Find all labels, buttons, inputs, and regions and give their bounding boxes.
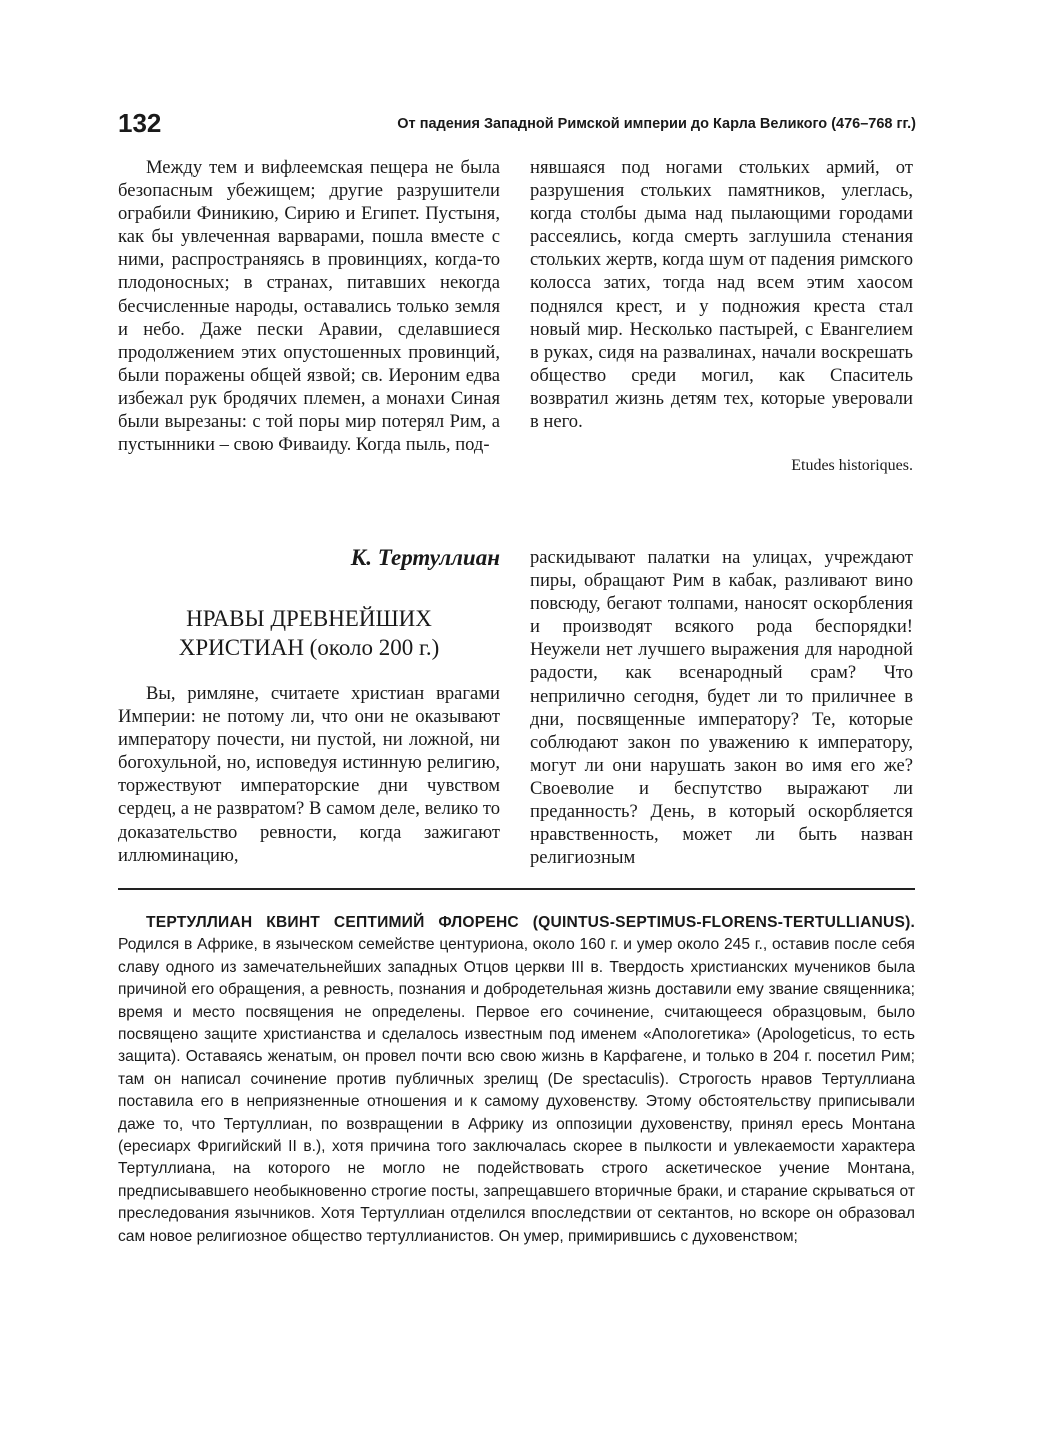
footnote-divider [118,888,915,890]
section-left-column [118,682,500,867]
page-number: 132 [118,108,162,138]
section-right-paragraph: раскидывают палатки на улицах, учреждают пиры, обращают Рим в кабак, разливают вино повсюду, бегают толпами, наносят оскорбления и производят всякого рода беспорядки! Неужели нет лучшего выражения для народной радости, как всенародный срам? Что неприлично сегодня, будет ли то приличнее в дни, посвященные императору? Те, которые соблюдают закон по уважению к императору, могут ли они нарушать закон во имя его же? Своеволие и беспутство выражают ли преданность? День, в который оскорбляется нравственность, может ли быть назван религиозным [530,547,913,869]
section-title [118,604,500,662]
section-left-paragraph: Вы, римляне, считаете христиан врагами Империи: не потому ли, что они не оказывают императору почести, ни пустой, ни ложной, ни богохульной, но, исповедуя истинную религию, торжествуют императорские дни чувством сердец, а не развратом? В самом деле, велико то доказательство ревности, когда зажигают иллюминацию, [118,683,500,866]
author-biography [118,912,915,1248]
section-right-column [530,546,913,869]
excerpt-right-paragraph: нявшаяся под ногами стольких армий, от разрушения стольких памятников, улеглась, когда столбы дыма над пылающими городами рассеялись, когда смерть заглушила стенания стольких жертв, когда шум от падения римского колосса затих, тогда над всем этим хаосом поднялся крест, и у подножия креста стал новый мир. Несколько пастырей, с Евангелием в руках, сидя на развалинах, начали воскрешать общество среди могил, как Спаситель возвратил жизнь детям тех, которые уверовали в него. [530,157,913,433]
biography-author-name: ТЕРТУЛЛИАН КВИНТ СЕПТИМИЙ ФЛОРЕНС (QUINTUS-SEPTIMUS-FLORENS-TERTULLIANUS). [146,914,915,931]
section-title-line-2: ХРИСТИАН (около 200 г.) [178,635,440,660]
biography-text: Родился в Африке, в языческом семействе центуриона, около 160 г. и умер около 245 г., оставив после себя славу одного из замечательнейших западных Отцов церкви III в. Твердость христианских мучеников была причиной его обращения, а ревность, познания и добродетельная жизнь доставили ему звание священника; время и место посвящения не определены. Первое его сочинение, считающееся образцовым, было посвящено защите христианства и сделалось известным под именем «Апологетика» (Apologeticus, то есть защита). Оставаясь женатым, он провел почти всю свою жизнь в Карфагене, и только в 204 г. посетил Рим; там он написал сочинение против публичных зрелищ (De spectaculis). Строгость нравов Тертуллиана поставила его в неприязненные отношения и к самому духовенству. Этому обстоятельству приписывали даже то, что Тертуллиан, по возвращении в Африку из оппозиции духовенству, принял ересь Монтана (ересиарх Фригийский II в.), хотя причина того заключалась скорее в пылкости и увлекаемости характера Тертуллиана, на которого не могло не подействовать строго аскетическое учение Монтана, предписывавшего необыкновенно строгие посты, запрещавшего вторичные браки, и старание скрываться от преследования язычников. Хотя Тертуллиан отделился впоследствии от сектантов, но вскоре он образовал сам новое религиозное общество тертуллианистов. Он умер, примирившись с духовенством; [118,936,915,1245]
section-author: К. Тертуллиан [350,545,500,570]
excerpt-right-column [530,156,913,433]
running-title: От падения Западной Римской империи до Карла Великого (476–768 гг.) [397,116,916,132]
section-title-line-1: НРАВЫ ДРЕВНЕЙШИХ [186,606,432,631]
excerpt-left-paragraph: Между тем и вифлеемская пещера не была безопасным убежищем; другие разрушители ограбили Финикию, Сирию и Египет. Пустыня, как бы увлеченная варварами, пошла вместе с ними, распространяясь в провинциях, когда-то плодоносных; в странах, питавших некогда бесчисленные народы, оставались только земля и небо. Даже пески Аравии, сделавшиеся продолжением этих опустошенных провинций, были поражены общей язвой; св. Иероним едва избежал рук бродячих племен, а монахи Синая были вырезаны: с той поры мир потерял Рим, а пустынники – свою Фиваиду. Когда пыль, под- [118,157,500,456]
excerpt-source: Etudes historiques. [791,457,913,474]
excerpt-left-column [118,156,500,456]
